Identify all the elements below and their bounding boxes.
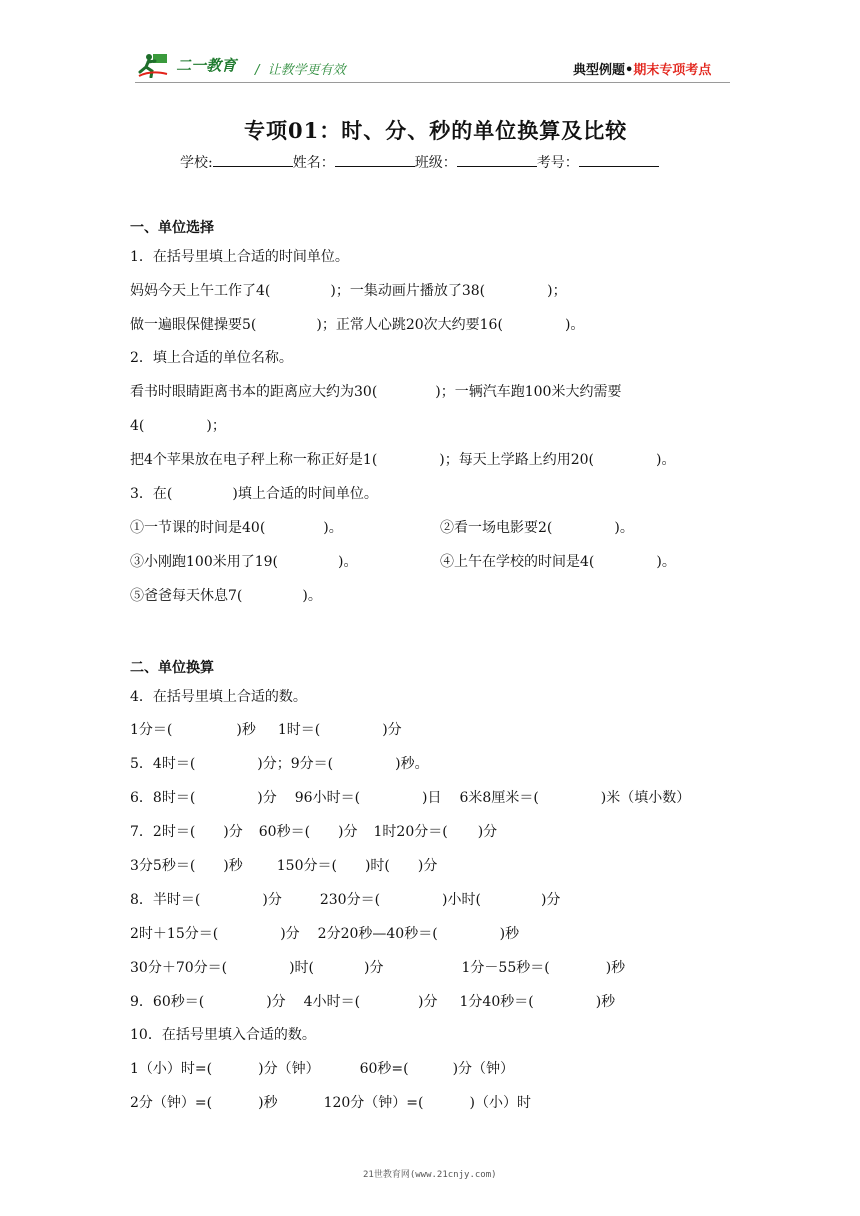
question-10: 10．在括号里填入合适的数。 (130, 1027, 316, 1043)
school-label: 学校: (180, 155, 213, 171)
text-segment: 60秒=( (359, 1061, 409, 1077)
question-2: 2．填上合适的单位名称。 (130, 350, 293, 366)
text-segment: 2分20秒—40秒＝( (317, 926, 438, 942)
question-3-item-4 (440, 552, 676, 572)
text-segment: 96小时＝( (294, 790, 361, 806)
text-segment: 230分＝( (319, 892, 381, 908)
text-segment: )秒。 (395, 756, 429, 772)
text-segment: 5．4时＝( (130, 756, 196, 772)
text-segment: ②看一场电影要2( (440, 520, 553, 536)
text-segment: ①一节课的时间是40( (130, 520, 266, 536)
question-1: 1．在括号里填上合适的时间单位。 (130, 249, 349, 265)
text-segment: )分 (417, 858, 438, 874)
question-3-item-1 (130, 518, 343, 538)
question-1-line-2 (130, 315, 584, 335)
text-segment: ④上午在学校的时间是4( (440, 554, 595, 570)
question-8-line-2 (130, 924, 519, 944)
text-segment: 4( (130, 418, 145, 434)
student-info-line (180, 152, 659, 173)
header-right-dot: • (625, 63, 634, 78)
text-segment: )分；9分＝( (257, 756, 334, 772)
name-field[interactable] (335, 152, 415, 167)
question-5 (130, 754, 429, 774)
question-6 (130, 788, 690, 808)
text-segment: )秒 (499, 926, 520, 942)
text-segment: 8．半时＝( (130, 892, 201, 908)
text-segment: )分 (266, 994, 286, 1010)
question-9 (130, 992, 615, 1012)
page-footer: 21世教育网(www.21cnjy.com) (363, 1170, 497, 1180)
question-2-line-2 (130, 416, 226, 436)
text-segment: )分 (382, 722, 402, 738)
header-rule (135, 82, 730, 83)
question-8 (130, 890, 560, 910)
text-segment: 把4个苹果放在电子秤上称一称正好是1( (130, 452, 378, 468)
text-segment: )分 (364, 960, 384, 976)
text-segment: 60秒＝( (258, 824, 311, 840)
name-label: 姓名： (292, 155, 335, 171)
text-segment: 2分（钟）=( (130, 1095, 213, 1111)
text-segment: )秒 (236, 722, 256, 738)
question-3-item-3 (130, 552, 357, 572)
text-segment: )秒 (223, 858, 243, 874)
text-segment: )秒 (258, 1095, 278, 1111)
page-title: 专项01：时、分、秒的单位换算及比较 (244, 118, 628, 143)
text-segment: )时( (289, 960, 315, 976)
question-1-line-1 (130, 281, 567, 301)
text-segment: )（小）时 (469, 1095, 531, 1111)
question-10-line-1 (130, 1059, 514, 1079)
text-segment: 2时＋15分＝( (130, 926, 219, 942)
text-segment: )；一集动画片播放了38( (330, 283, 486, 299)
text-segment: )分 (477, 824, 498, 840)
exam-no-label: 考号： (536, 155, 579, 171)
class-label: 班级： (414, 155, 457, 171)
exam-no-field[interactable] (579, 152, 659, 167)
text-segment: )分 (540, 892, 561, 908)
text-segment: 1分40秒＝( (459, 994, 534, 1010)
text-segment: 150分＝( (276, 858, 337, 874)
text-segment: 120分（钟）=( (323, 1095, 424, 1111)
header-right-prefix: 典型例题 (573, 63, 626, 78)
text-segment: )日 (422, 790, 442, 806)
text-segment: )秒 (605, 960, 626, 976)
text-segment: 做一遍眼保健操要5( (130, 317, 257, 333)
text-segment: )。 (614, 520, 634, 536)
slogan-separator: / (255, 63, 260, 78)
text-segment: )分 (280, 926, 300, 942)
text-segment: )分 (223, 824, 243, 840)
text-segment: )时( (364, 858, 390, 874)
text-segment: ⑤爸爸每天休息7( (130, 588, 243, 604)
text-segment: )分（钟） (452, 1061, 515, 1077)
section-heading-1: 一、单位选择 (130, 220, 214, 236)
text-segment: 7．2时＝( (130, 824, 196, 840)
text-segment: 6米8厘米＝( (459, 790, 539, 806)
section-heading-2: 二、单位换算 (130, 660, 214, 676)
text-segment: )； (206, 418, 226, 434)
question-2-line-1 (130, 382, 621, 402)
question-7 (130, 822, 497, 842)
text-segment: 1分－55秒＝( (461, 960, 550, 976)
text-segment: )。 (338, 554, 358, 570)
question-2-line-3 (130, 450, 676, 470)
question-10-line-2 (130, 1093, 531, 1113)
text-segment: )分 (418, 994, 438, 1010)
text-segment: )。 (656, 452, 676, 468)
question-3-item-2 (440, 518, 634, 538)
school-field[interactable] (213, 152, 293, 167)
runner-logo-icon (137, 52, 171, 78)
text-segment: 1时＝( (277, 722, 321, 738)
text-segment: )填上合适的时间单位。 (232, 486, 378, 502)
text-segment: )； (547, 283, 567, 299)
text-segment: )分 (257, 790, 277, 806)
text-segment: 1时20分＝( (373, 824, 448, 840)
text-segment: )。 (564, 317, 585, 333)
class-field[interactable] (457, 152, 537, 167)
text-segment: )分 (262, 892, 282, 908)
text-segment: )；每天上学路上约用20( (439, 452, 595, 468)
text-segment: )分（钟） (258, 1061, 320, 1077)
text-segment: )；正常人心跳20次大约要16( (316, 317, 503, 333)
question-7-line-2 (130, 856, 437, 876)
text-segment: )。 (656, 554, 676, 570)
text-segment: 30分＋70分＝( (130, 960, 228, 976)
text-segment: ③小刚跑100米用了19( (130, 554, 278, 570)
question-4: 4．在括号里填上合适的数。 (130, 689, 307, 705)
text-segment: 3．在( (130, 486, 173, 502)
header-slogan (255, 59, 346, 78)
text-segment: )米（填小数） (600, 790, 691, 806)
text-segment: )。 (302, 588, 322, 604)
header-logo (137, 52, 236, 78)
text-segment: 9．60秒＝( (130, 994, 205, 1010)
text-segment: )；一辆汽车跑100米大约需要 (435, 384, 622, 400)
text-segment: )。 (323, 520, 343, 536)
question-3-item-5 (130, 586, 322, 606)
header-right-accent: 期末专项考点 (633, 63, 712, 78)
text-segment: )小时( (442, 892, 481, 908)
header-right-label (573, 59, 711, 78)
text-segment: 看书时眼睛距离书本的距离应大约为30( (130, 384, 378, 400)
text-segment: 4小时＝( (303, 994, 361, 1010)
question-4-line (130, 720, 402, 740)
question-8-line-3 (130, 958, 625, 978)
text-segment: 1分＝( (130, 722, 173, 738)
text-segment: )分 (338, 824, 358, 840)
slogan-text: 让教学更有效 (267, 63, 346, 78)
text-segment: )秒 (595, 994, 616, 1010)
text-segment: 1（小）时=( (130, 1061, 213, 1077)
text-segment: 6．8时＝( (130, 790, 196, 806)
text-segment: 妈妈今天上午工作了4( (130, 283, 271, 299)
logo-text: 二一教育 (176, 56, 237, 75)
question-3 (130, 484, 378, 504)
text-segment: 3分5秒＝( (130, 858, 196, 874)
